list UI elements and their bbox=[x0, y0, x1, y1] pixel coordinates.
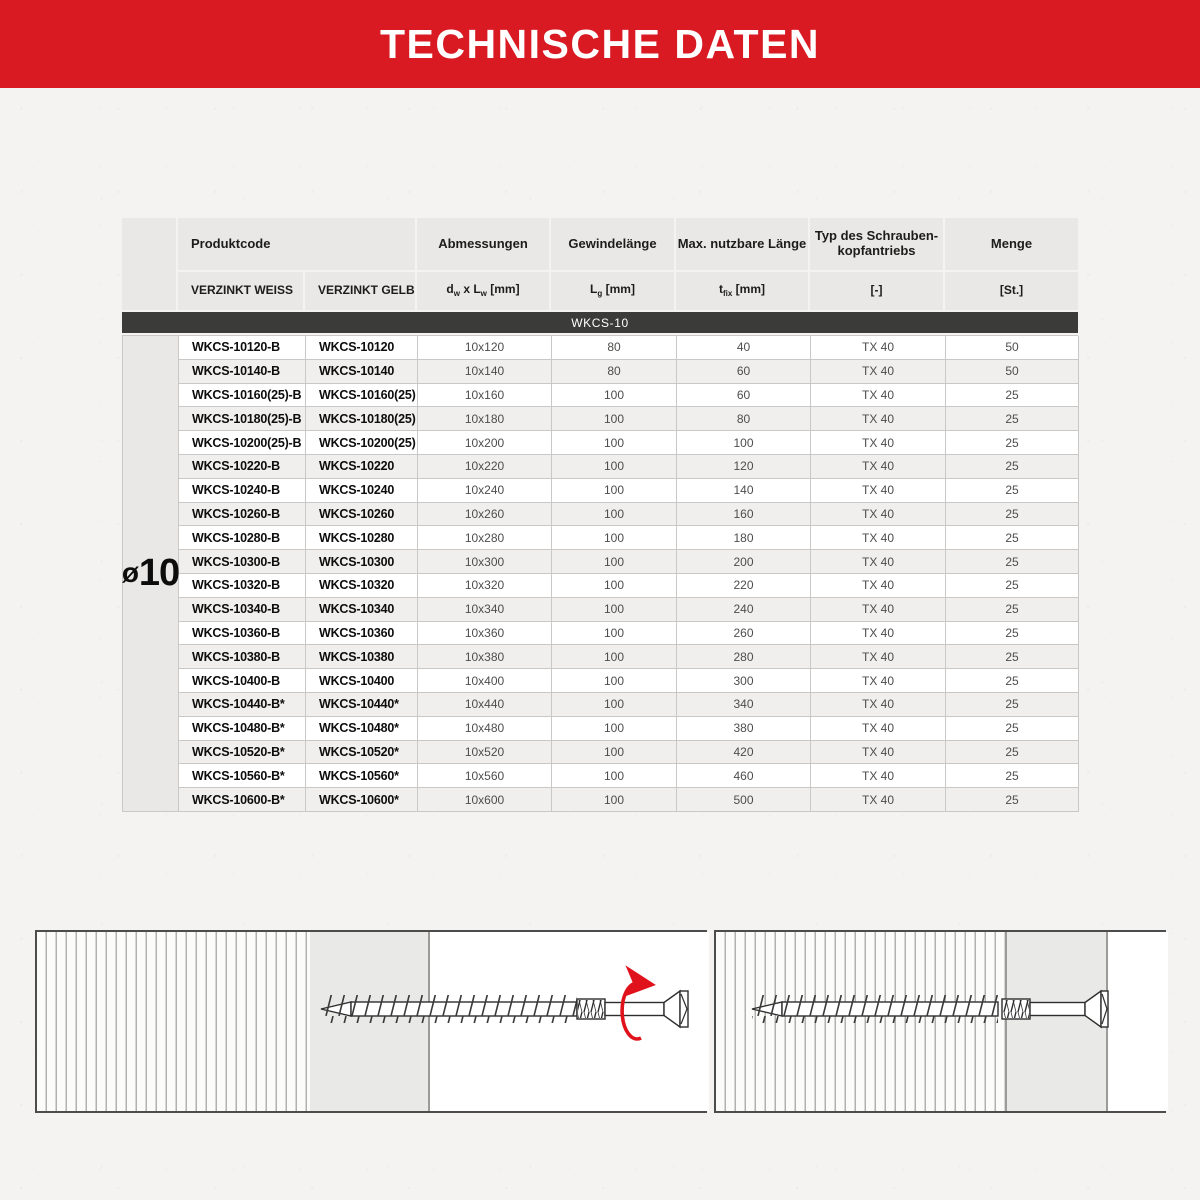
col-header-max-nutzbare-laenge: Max. nutzbare Länge bbox=[676, 218, 808, 270]
thread-length: 100 bbox=[552, 764, 677, 788]
product-code-weiss: WKCS-10280-B bbox=[179, 526, 306, 550]
col-header-kopfantrieb-line2: kopfantriebs bbox=[837, 243, 916, 258]
quantity: 25 bbox=[946, 574, 1079, 598]
dimensions: 10x320 bbox=[418, 574, 552, 598]
product-code-gelb: WKCS-10300 bbox=[306, 550, 418, 574]
thread-length: 100 bbox=[552, 574, 677, 598]
title-bar bbox=[0, 0, 1200, 88]
quantity: 25 bbox=[946, 598, 1079, 622]
subcol-verzinkt-weiss: VERZINKT WEISS bbox=[178, 272, 303, 310]
max-usable-length: 300 bbox=[677, 669, 811, 693]
drive-type: TX 40 bbox=[811, 526, 946, 550]
subcol-tfix: $t_{fix}$ [mm] bbox=[676, 272, 808, 310]
drive-type: TX 40 bbox=[811, 550, 946, 574]
quantity: 25 bbox=[946, 526, 1079, 550]
product-code-weiss: WKCS-10180(25)-B bbox=[179, 407, 306, 431]
dimensions: 10x400 bbox=[418, 669, 552, 693]
product-code-weiss: WKCS-10300-B bbox=[179, 550, 306, 574]
col-header-kopfantrieb bbox=[810, 218, 943, 270]
drive-type: TX 40 bbox=[811, 384, 946, 408]
quantity: 25 bbox=[946, 693, 1079, 717]
thread-length: 100 bbox=[552, 407, 677, 431]
thread-length: 100 bbox=[552, 455, 677, 479]
product-code-gelb: WKCS-10280 bbox=[306, 526, 418, 550]
thread-length: 100 bbox=[552, 479, 677, 503]
quantity: 25 bbox=[946, 455, 1079, 479]
product-code-gelb: WKCS-10240 bbox=[306, 479, 418, 503]
thread-length: 100 bbox=[552, 503, 677, 527]
max-usable-length: 260 bbox=[677, 622, 811, 646]
product-code-weiss: WKCS-10320-B bbox=[179, 574, 306, 598]
thread-length: 100 bbox=[552, 431, 677, 455]
product-code-weiss: WKCS-10520-B* bbox=[179, 741, 306, 765]
subcol-verzinkt-gelb: VERZINKT GELB bbox=[305, 272, 415, 310]
product-code-weiss: WKCS-10160(25)-B bbox=[179, 384, 306, 408]
product-code-gelb: WKCS-10120 bbox=[306, 336, 418, 360]
product-code-weiss: WKCS-10360-B bbox=[179, 622, 306, 646]
dimensions: 10x180 bbox=[418, 407, 552, 431]
subcol-dims: $d_w$ x $L_w$ [mm] bbox=[417, 272, 549, 310]
max-usable-length: 500 bbox=[677, 788, 811, 812]
thread-length: 80 bbox=[552, 360, 677, 384]
col-header-gewindelaenge: Gewindelänge bbox=[551, 218, 674, 270]
product-code-weiss: WKCS-10260-B bbox=[179, 503, 306, 527]
dimensions: 10x120 bbox=[418, 336, 552, 360]
quantity: 25 bbox=[946, 717, 1079, 741]
dimensions: 10x440 bbox=[418, 693, 552, 717]
product-code-gelb: WKCS-10380 bbox=[306, 645, 418, 669]
diagram-screw-driving bbox=[35, 930, 707, 1113]
subcol-menge-unit: [St.] bbox=[945, 272, 1078, 310]
quantity: 50 bbox=[946, 336, 1079, 360]
subcol-gewinde: $L_g$ [mm] bbox=[551, 272, 674, 310]
product-code-weiss: WKCS-10240-B bbox=[179, 479, 306, 503]
product-code-gelb: WKCS-10160(25) bbox=[306, 384, 418, 408]
product-code-weiss: WKCS-10200(25)-B bbox=[179, 431, 306, 455]
product-code-weiss: WKCS-10480-B* bbox=[179, 717, 306, 741]
max-usable-length: 60 bbox=[677, 360, 811, 384]
page-title: TECHNISCHE DATEN bbox=[379, 20, 821, 67]
max-usable-length: 120 bbox=[677, 455, 811, 479]
drive-type: TX 40 bbox=[811, 360, 946, 384]
max-usable-length: 340 bbox=[677, 693, 811, 717]
product-code-weiss: WKCS-10440-B* bbox=[179, 693, 306, 717]
screw-illustration bbox=[716, 932, 1168, 1115]
product-code-gelb: WKCS-10320 bbox=[306, 574, 418, 598]
product-code-weiss: WKCS-10600-B* bbox=[179, 788, 306, 812]
drive-type: TX 40 bbox=[811, 764, 946, 788]
col-header-produktcode: Produktcode bbox=[178, 218, 415, 270]
max-usable-length: 420 bbox=[677, 741, 811, 765]
drive-type: TX 40 bbox=[811, 431, 946, 455]
quantity: 25 bbox=[946, 645, 1079, 669]
max-usable-length: 140 bbox=[677, 479, 811, 503]
thread-length: 100 bbox=[552, 669, 677, 693]
product-code-gelb: WKCS-10440* bbox=[306, 693, 418, 717]
max-usable-length: 280 bbox=[677, 645, 811, 669]
quantity: 25 bbox=[946, 407, 1079, 431]
max-usable-length: 60 bbox=[677, 384, 811, 408]
drive-type: TX 40 bbox=[811, 622, 946, 646]
thread-length: 100 bbox=[552, 526, 677, 550]
product-code-gelb: WKCS-10340 bbox=[306, 598, 418, 622]
dimensions: 10x260 bbox=[418, 503, 552, 527]
drive-type: TX 40 bbox=[811, 574, 946, 598]
product-code-gelb: WKCS-10200(25) bbox=[306, 431, 418, 455]
thread-length: 80 bbox=[552, 336, 677, 360]
col-header-menge: Menge bbox=[945, 218, 1078, 270]
drive-type: TX 40 bbox=[811, 717, 946, 741]
dimensions: 10x480 bbox=[418, 717, 552, 741]
product-code-gelb: WKCS-10260 bbox=[306, 503, 418, 527]
dimensions: 10x520 bbox=[418, 741, 552, 765]
product-code-gelb: WKCS-10220 bbox=[306, 455, 418, 479]
product-code-weiss: WKCS-10140-B bbox=[179, 360, 306, 384]
drive-type: TX 40 bbox=[811, 598, 946, 622]
thread-length: 100 bbox=[552, 384, 677, 408]
drive-type: TX 40 bbox=[811, 503, 946, 527]
max-usable-length: 80 bbox=[677, 407, 811, 431]
drive-type: TX 40 bbox=[811, 788, 946, 812]
quantity: 25 bbox=[946, 669, 1079, 693]
dimensions: 10x140 bbox=[418, 360, 552, 384]
product-code-weiss: WKCS-10400-B bbox=[179, 669, 306, 693]
quantity: 25 bbox=[946, 431, 1079, 455]
drive-type: TX 40 bbox=[811, 669, 946, 693]
dimensions: 10x360 bbox=[418, 622, 552, 646]
product-code-gelb: WKCS-10360 bbox=[306, 622, 418, 646]
max-usable-length: 240 bbox=[677, 598, 811, 622]
dimensions: 10x280 bbox=[418, 526, 552, 550]
dimensions: 10x380 bbox=[418, 645, 552, 669]
product-code-gelb: WKCS-10400 bbox=[306, 669, 418, 693]
quantity: 25 bbox=[946, 550, 1079, 574]
quantity: 25 bbox=[946, 764, 1079, 788]
drive-type: TX 40 bbox=[811, 479, 946, 503]
quantity: 25 bbox=[946, 479, 1079, 503]
thread-length: 100 bbox=[552, 693, 677, 717]
corner-cell bbox=[122, 218, 176, 310]
quantity: 25 bbox=[946, 384, 1079, 408]
subcol-typ-unit: [-] bbox=[810, 272, 943, 310]
max-usable-length: 100 bbox=[677, 431, 811, 455]
drive-type: TX 40 bbox=[811, 407, 946, 431]
max-usable-length: 200 bbox=[677, 550, 811, 574]
max-usable-length: 220 bbox=[677, 574, 811, 598]
max-usable-length: 460 bbox=[677, 764, 811, 788]
table-header bbox=[122, 218, 1078, 310]
max-usable-length: 380 bbox=[677, 717, 811, 741]
product-code-weiss: WKCS-10340-B bbox=[179, 598, 306, 622]
product-code-weiss: WKCS-10380-B bbox=[179, 645, 306, 669]
drive-type: TX 40 bbox=[811, 645, 946, 669]
spec-table bbox=[122, 218, 1078, 812]
table-body bbox=[122, 335, 1078, 812]
dimensions: 10x200 bbox=[418, 431, 552, 455]
product-code-gelb: WKCS-10560* bbox=[306, 764, 418, 788]
drive-type: TX 40 bbox=[811, 336, 946, 360]
diameter-label bbox=[123, 336, 179, 812]
drive-type: TX 40 bbox=[811, 455, 946, 479]
quantity: 25 bbox=[946, 788, 1079, 812]
dimensions: 10x340 bbox=[418, 598, 552, 622]
product-code-gelb: WKCS-10600* bbox=[306, 788, 418, 812]
diameter-symbol: ø bbox=[121, 557, 139, 589]
screw-illustration bbox=[37, 932, 709, 1115]
product-code-gelb: WKCS-10520* bbox=[306, 741, 418, 765]
thread-length: 100 bbox=[552, 717, 677, 741]
drive-type: TX 40 bbox=[811, 741, 946, 765]
dimensions: 10x300 bbox=[418, 550, 552, 574]
product-code-gelb: WKCS-10140 bbox=[306, 360, 418, 384]
drive-type: TX 40 bbox=[811, 693, 946, 717]
dimensions: 10x160 bbox=[418, 384, 552, 408]
max-usable-length: 40 bbox=[677, 336, 811, 360]
thread-length: 100 bbox=[552, 741, 677, 765]
col-header-kopfantrieb-line1: Typ des Schrauben- bbox=[814, 228, 939, 244]
quantity: 25 bbox=[946, 503, 1079, 527]
max-usable-length: 160 bbox=[677, 503, 811, 527]
quantity: 50 bbox=[946, 360, 1079, 384]
dimensions: 10x560 bbox=[418, 764, 552, 788]
thread-length: 100 bbox=[552, 645, 677, 669]
dimensions: 10x240 bbox=[418, 479, 552, 503]
dimensions: 10x220 bbox=[418, 455, 552, 479]
thread-length: 100 bbox=[552, 550, 677, 574]
quantity: 25 bbox=[946, 741, 1079, 765]
product-code-weiss: WKCS-10220-B bbox=[179, 455, 306, 479]
product-code-weiss: WKCS-10560-B* bbox=[179, 764, 306, 788]
quantity: 25 bbox=[946, 622, 1079, 646]
product-code-gelb: WKCS-10480* bbox=[306, 717, 418, 741]
diameter-value: 10 bbox=[138, 552, 180, 595]
thread-length: 100 bbox=[552, 622, 677, 646]
thread-length: 100 bbox=[552, 788, 677, 812]
max-usable-length: 180 bbox=[677, 526, 811, 550]
product-code-weiss: WKCS-10120-B bbox=[179, 336, 306, 360]
dimensions: 10x600 bbox=[418, 788, 552, 812]
col-header-abmessungen: Abmessungen bbox=[417, 218, 549, 270]
product-code-gelb: WKCS-10180(25) bbox=[306, 407, 418, 431]
diagram-screw-seated bbox=[714, 930, 1166, 1113]
group-band: WKCS-10 bbox=[122, 312, 1078, 333]
thread-length: 100 bbox=[552, 598, 677, 622]
